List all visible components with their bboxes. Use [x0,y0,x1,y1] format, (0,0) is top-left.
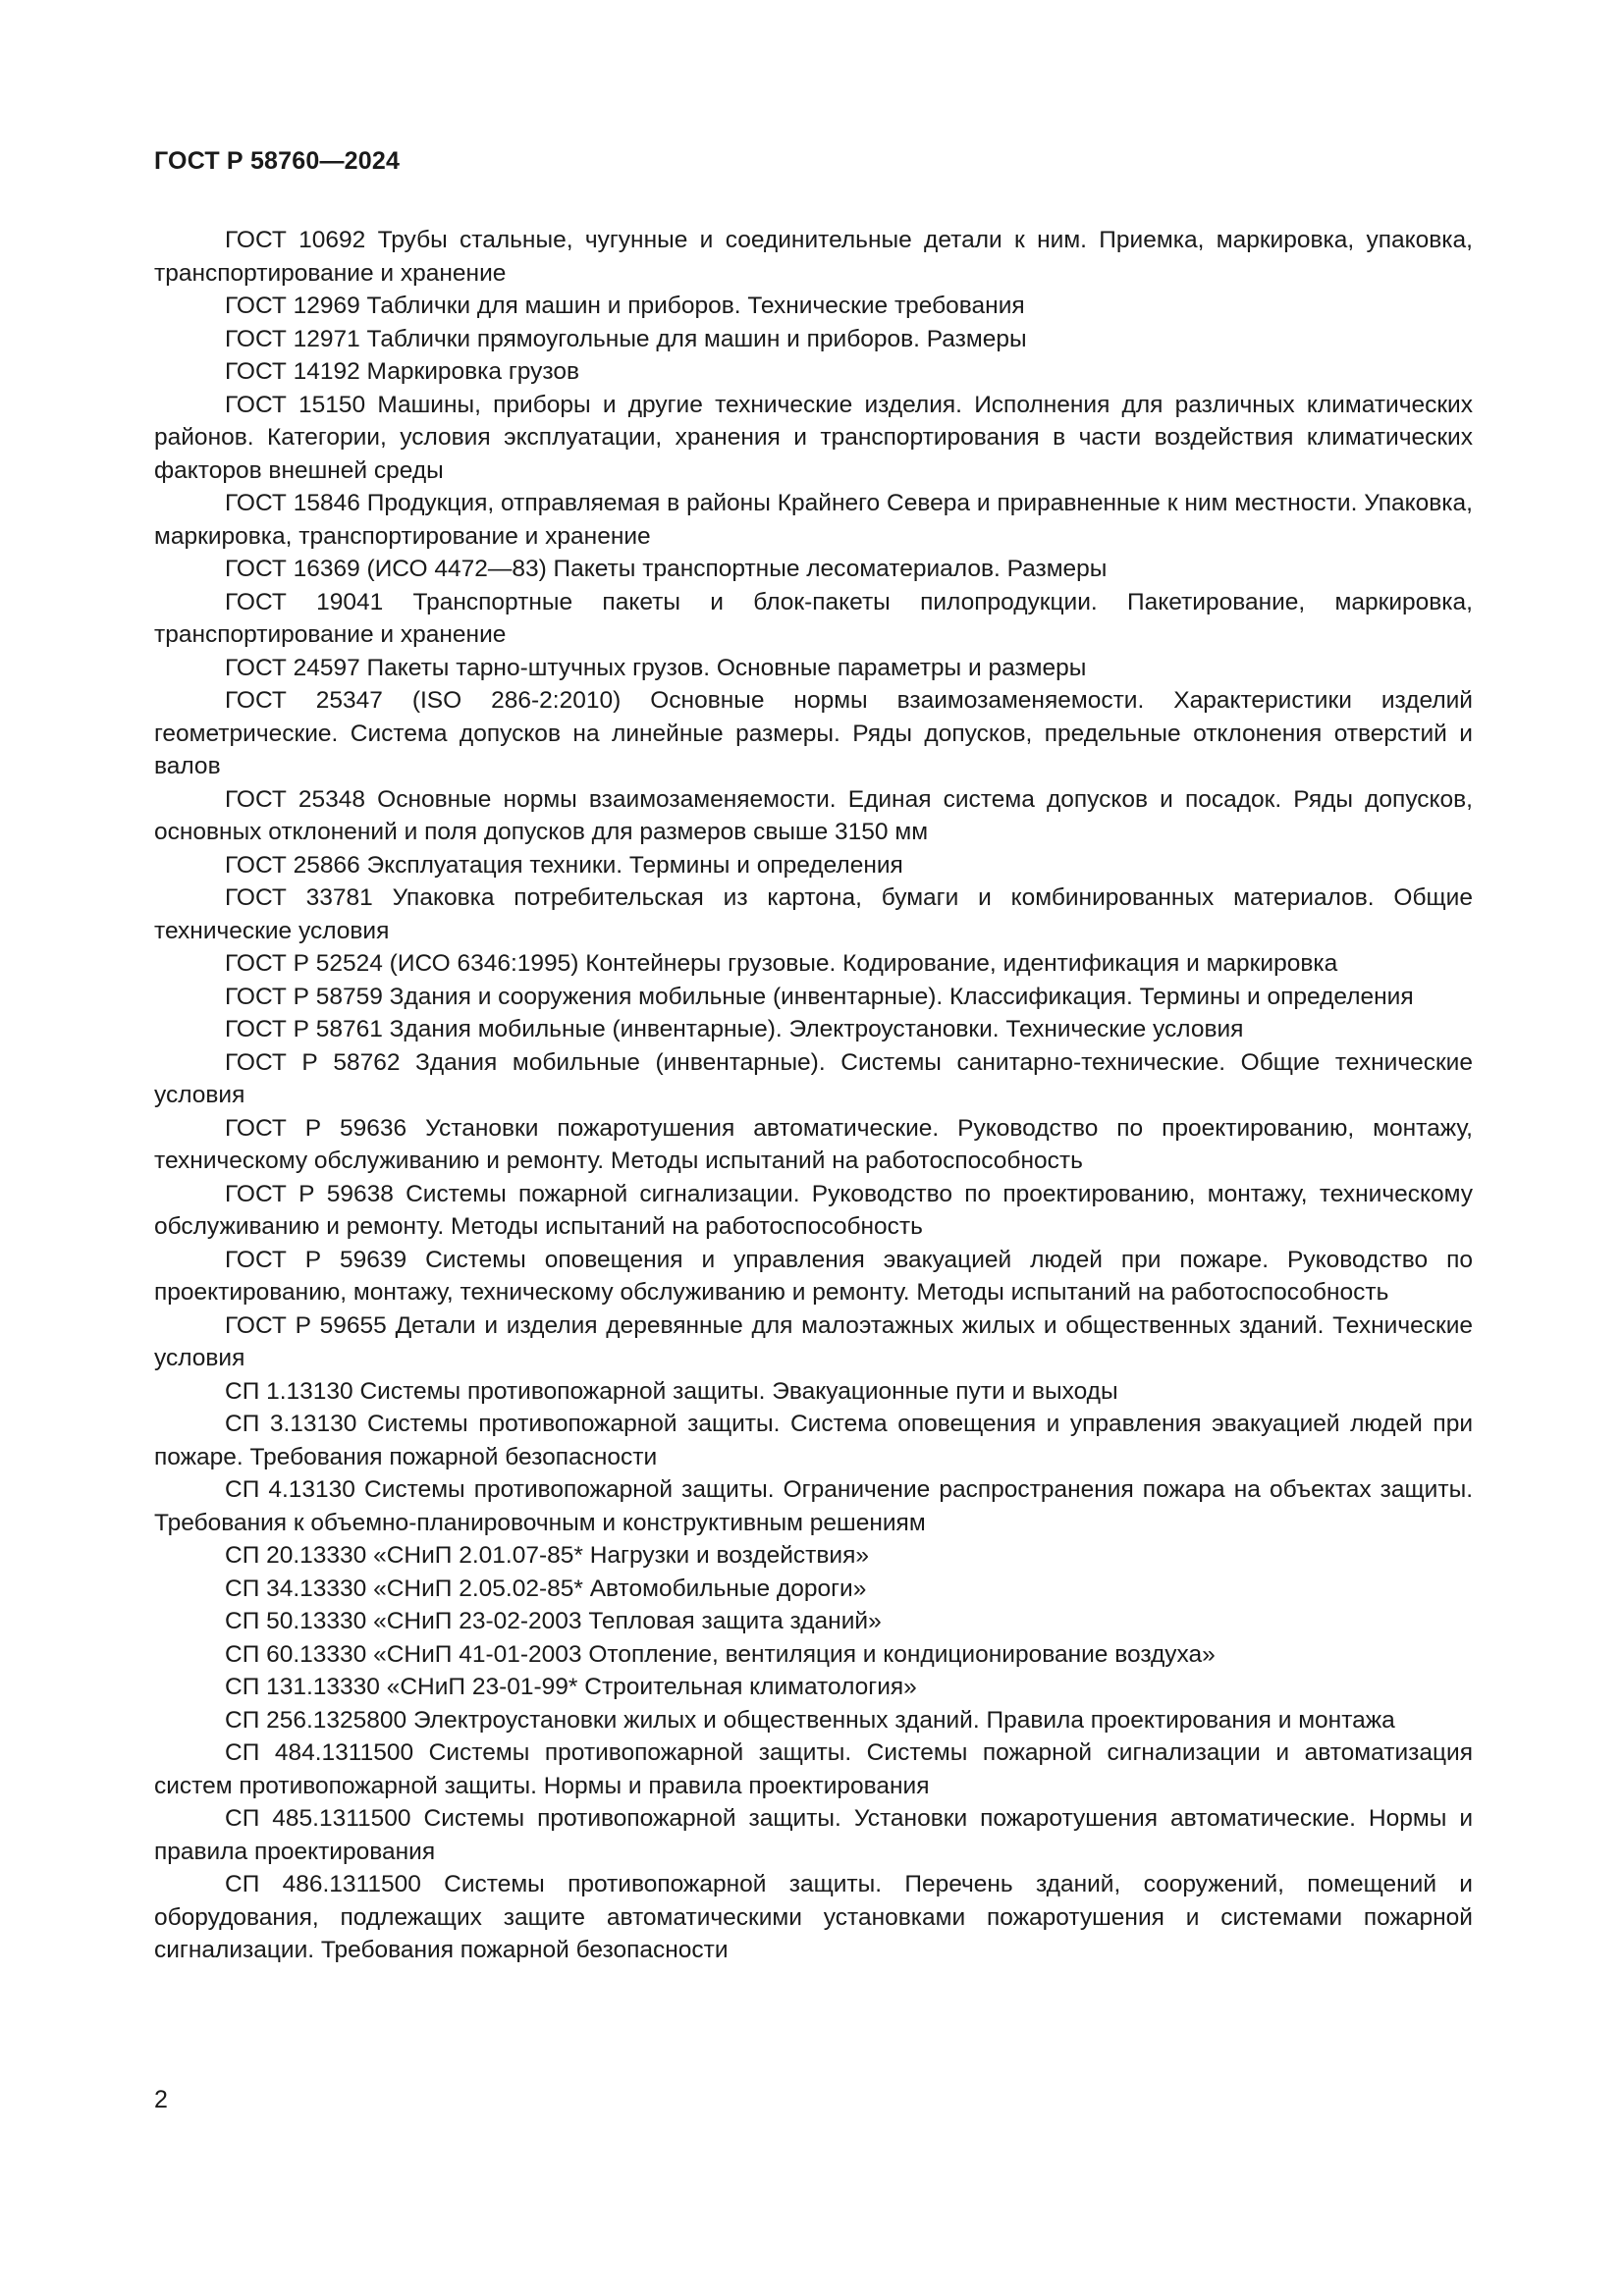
reference-item: ГОСТ 14192 Маркировка грузов [225,358,579,385]
reference-item: СП 131.13330 «СНиП 23-01-99* Строительная климатология» [225,1674,917,1700]
reference-item: СП 50.13330 «СНиП 23-02-2003 Тепловая защита зданий» [225,1608,882,1634]
reference-item: СП 34.13330 «СНиП 2.05.02-85* Автомобильные дороги» [225,1575,867,1602]
reference-item: ГОСТ Р 52524 (ИСО 6346:1995) Контейнеры грузовые. Кодирование, идентификация и маркировка [225,950,1338,977]
reference-item: ГОСТ Р 58761 Здания мобильные (инвентарные). Электроустановки. Технические условия [225,1016,1244,1042]
reference-item: СП 1.13130 Системы противопожарной защиты. Эвакуационные пути и выходы [225,1377,1118,1405]
reference-item: ГОСТ 12969 Таблички для машин и приборов. Технические требования [225,293,1025,319]
reference-item: ГОСТ 25866 Эксплуатация техники. Термины и определения [225,851,903,879]
page-number: 2 [154,2086,168,2113]
reference-item: ГОСТ Р 59638 Системы пожарной сигнализации. Руководство по проектированию, монтажу, техническому обслуживанию и ремонту. Методы испытаний на работоспособность [154,1180,1473,1240]
reference-item: ГОСТ 24597 Пакеты тарно-штучных грузов. Основные параметры и размеры [225,654,1087,681]
reference-item: ГОСТ Р 59636 Установки пожаротушения автоматические. Руководство по проектированию, монтажу, техническому обслуживанию и ремонту. Методы испытаний на работоспособность [154,1114,1473,1174]
reference-item: ГОСТ 25348 Основные нормы взаимозаменяемости. Единая система допусков и посадок. Ряды допусков, основных отклонений и поля допусков для размеров свыше 3150 мм [154,785,1473,845]
reference-item: СП 60.13330 «СНиП 41-01-2003 Отопление, вентиляция и кондиционирование воздуха» [225,1640,1216,1668]
reference-item: СП 4.13130 Системы противопожарной защиты. Ограничение распространения пожара на объектах защиты. Требования к объемно-планировочным и конструктивным решениям [154,1476,1473,1536]
reference-item: СП 3.13130 Системы противопожарной защиты. Система оповещения и управления эвакуацией людей при пожаре. Требования пожарной безопасности [154,1411,1473,1470]
reference-item: СП 484.1311500 Системы противопожарной защиты. Системы пожарной сигнализации и автоматизация систем противопожарной защиты. Нормы и правила проектирования [154,1739,1473,1799]
reference-item: ГОСТ 15150 Машины, приборы и другие технические изделия. Исполнения для различных климатических районов. Категории, условия эксплуатации, хранения и транспортирования в части воздействия климатических факторов внешней среды [154,391,1473,484]
reference-item: ГОСТ 15846 Продукция, отправляемая в районы Крайнего Севера и приравненные к ним местности. Упаковка, маркировка, транспортирование и хранение [154,490,1473,550]
reference-item: ГОСТ Р 59639 Системы оповещения и управления эвакуацией людей при пожаре. Руководство по проектированию, монтажу, техническому обслуживанию и ремонту. Методы испытаний на работоспособность [154,1246,1473,1306]
reference-item: ГОСТ Р 58762 Здания мобильные (инвентарные). Системы санитарно-технические. Общие технические условия [154,1048,1473,1108]
reference-item: СП 485.1311500 Системы противопожарной защиты. Установки пожаротушения автоматические. Нормы и правила проектирования [154,1805,1473,1865]
reference-item: ГОСТ 33781 Упаковка потребительская из картона, бумаги и комбинированных материалов. Общие технические условия [154,884,1473,944]
reference-item: ГОСТ Р 59655 Детали и изделия деревянные для малоэтажных жилых и общественных зданий. Технические условия [154,1311,1473,1371]
reference-item: ГОСТ Р 58759 Здания и сооружения мобильные (инвентарные). Классификация. Термины и определения [225,983,1414,1010]
reference-item: СП 486.1311500 Системы противопожарной защиты. Перечень зданий, сооружений, помещений и оборудования, подлежащих защите автоматическими установками пожаротушения и системами пожарной сигнализации. Требования пожарной безопасности [154,1871,1473,1963]
reference-item: ГОСТ 10692 Трубы стальные, чугунные и соединительные детали к ним. Приемка, маркировка, упаковка, транспортирование и хранение [154,227,1473,287]
reference-item: СП 256.1325800 Электроустановки жилых и общественных зданий. Правила проектирования и монтажа [225,1706,1395,1734]
reference-item: ГОСТ 25347 (ISO 286-2:2010) Основные нормы взаимозаменяемости. Характеристики изделий геометрические. Система допусков на линейные размеры. Ряды допусков, предельные отклонения отверстий и валов [154,687,1473,779]
reference-item: ГОСТ 12971 Таблички прямоугольные для машин и приборов. Размеры [225,325,1027,352]
normative-references-list [154,224,1473,1967]
document-header: ГОСТ Р 58760—2024 [154,147,401,175]
reference-item: ГОСТ 16369 (ИСО 4472—83) Пакеты транспортные лесоматериалов. Размеры [225,556,1108,582]
reference-item: СП 20.13330 «СНиП 2.01.07-85* Нагрузки и воздействия» [225,1542,869,1569]
reference-item: ГОСТ 19041 Транспортные пакеты и блок-пакеты пилопродукции. Пакетирование, маркировка, транспортирование и хранение [154,588,1473,648]
